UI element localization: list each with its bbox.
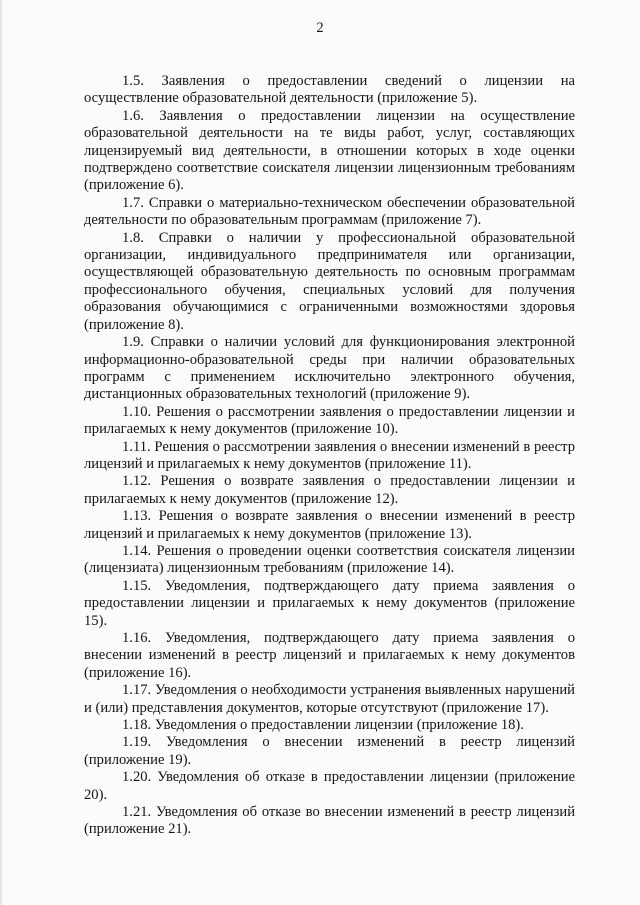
paragraph-1-9: 1.9. Справки о наличии условий для функционирования электронной информационно-образовательной среды при наличии образовательных программ с применением исключительно электронного обучения, дистанционных образовательных технологий (приложение 9). [84,334,575,403]
paragraph-1-18: 1.18. Уведомления о предоставлении лицензии (приложение 18). [122,717,524,734]
paragraph-1-15: 1.15. Уведомления, подтверждающего дату приема заявления о предоставлении лицензии и прилагаемых к нему документов (приложение 15). [84,577,575,629]
paragraph-1-10: 1.10. Решения о рассмотрении заявления о предоставлении лицензии и прилагаемых к нему документов (приложение 10). [84,403,575,438]
paragraph-1-14: 1.14. Решения о проведении оценки соответствия соискателя лицензии (лицензиата) лицензионным требованиям (приложение 14). [84,542,575,577]
scan-edge-shadow [0,0,2,905]
paragraph-1-19: 1.19. Уведомления о внесении изменений в реестр лицензий (приложение 19). [84,734,575,768]
paragraph-1-6: 1.6. Заявления о предоставлении лицензии на осуществление образовательной деятельности на те виды работ, услуг, составляющих лицензируемый вид деятельности, в отношении которых в ходе оценки подтверждено соответствие соискателя лицензии лицензионным требованиям (приложение 6). [84,107,575,194]
paragraph-1-20: 1.20. Уведомления об отказе в предоставлении лицензии (приложение 20). [84,769,575,803]
paragraph-1-21: 1.21. Уведомления об отказе во внесении изменений в реестр лицензий (приложение 21). [84,804,575,838]
paragraph-1-13: 1.13. Решения о возврате заявления о внесении изменений в реестр лицензий и прилагаемых к нему документов (приложение 13). [84,508,575,542]
paragraph-1-11: 1.11. Решения о рассмотрении заявления о внесении изменений в реестр лицензий и прилагаемых к нему документов (приложение 11). [84,438,575,472]
page-number: 2 [316,20,324,36]
paragraph-1-16: 1.16. Уведомления, подтверждающего дату приема заявления о внесении изменений в реестр лицензий и прилагаемых к нему документов (приложение 16). [84,630,575,681]
paragraph-1-8: 1.8. Справки о наличии у профессиональной образовательной организации, индивидуального предпринимателя или организации, осуществляющей образовательную деятельность по основным программам профессионального обучения, специальных условий для получения образования обучающимися с ограниченными возможностями здоровья (приложение 8). [84,229,575,333]
document-body [84,73,575,839]
paragraph-1-7: 1.7. Справки о материально-техническом обеспечении образовательной деятельности по образовательным программам (приложение 7). [84,194,575,229]
paragraph-1-5: 1.5. Заявления о предоставлении сведений о лицензии на осуществление образовательной деятельности (приложение 5). [84,73,575,107]
paragraph-1-12: 1.12. Решения о возврате заявления о предоставлении лицензии и прилагаемых к нему документов (приложение 12). [84,473,575,507]
paragraph-1-17: 1.17. Уведомления о необходимости устранения выявленных нарушений и (или) представления документов, которые отсутствуют (приложение 17). [84,682,575,716]
